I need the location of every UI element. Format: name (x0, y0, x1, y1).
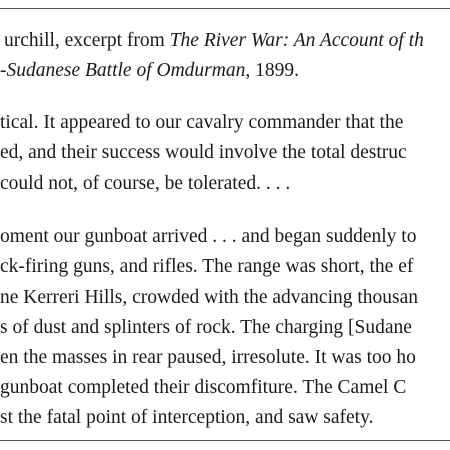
citation-year-text: , 1899. (245, 60, 299, 81)
paragraph-2-line-4: s of dust and splinters of rock. The charging [Sudane (0, 317, 412, 338)
paragraph-2-line-2: ck-firing guns, and rifles. The range was short, the ef (0, 256, 414, 277)
citation-title-italic: The River War: An Account of th (169, 30, 424, 51)
paragraph-2-line-3: ne Kerreri Hills, crowded with the advancing thousan (0, 287, 419, 308)
top-rule (0, 8, 450, 9)
paragraph-1-line-1: tical. It appeared to our cavalry commander that the (0, 112, 404, 133)
paragraph-2-line-1: oment our gunboat arrived . . . and began suddenly to (0, 226, 417, 247)
paragraph-1-line-2: ed, and their success would involve the total destruc (0, 142, 407, 163)
bottom-rule (0, 440, 450, 441)
citation-line-1 (4, 29, 424, 53)
paragraph-2-line-7: st the fatal point of interception, and saw safety. (0, 407, 374, 428)
paragraph-2-line-6: gunboat completed their discomfiture. The Camel C (0, 377, 407, 398)
paragraph-2-line-5: en the masses in rear paused, irresolute. It was too ho (0, 347, 416, 368)
citation-author-text: urchill, excerpt from (4, 30, 170, 51)
citation-line-2 (0, 59, 299, 83)
paragraph-1-line-3: could not, of course, be tolerated. . . . (0, 173, 291, 194)
citation-title-italic-2: -Sudanese Battle of Omdurman (0, 60, 246, 81)
